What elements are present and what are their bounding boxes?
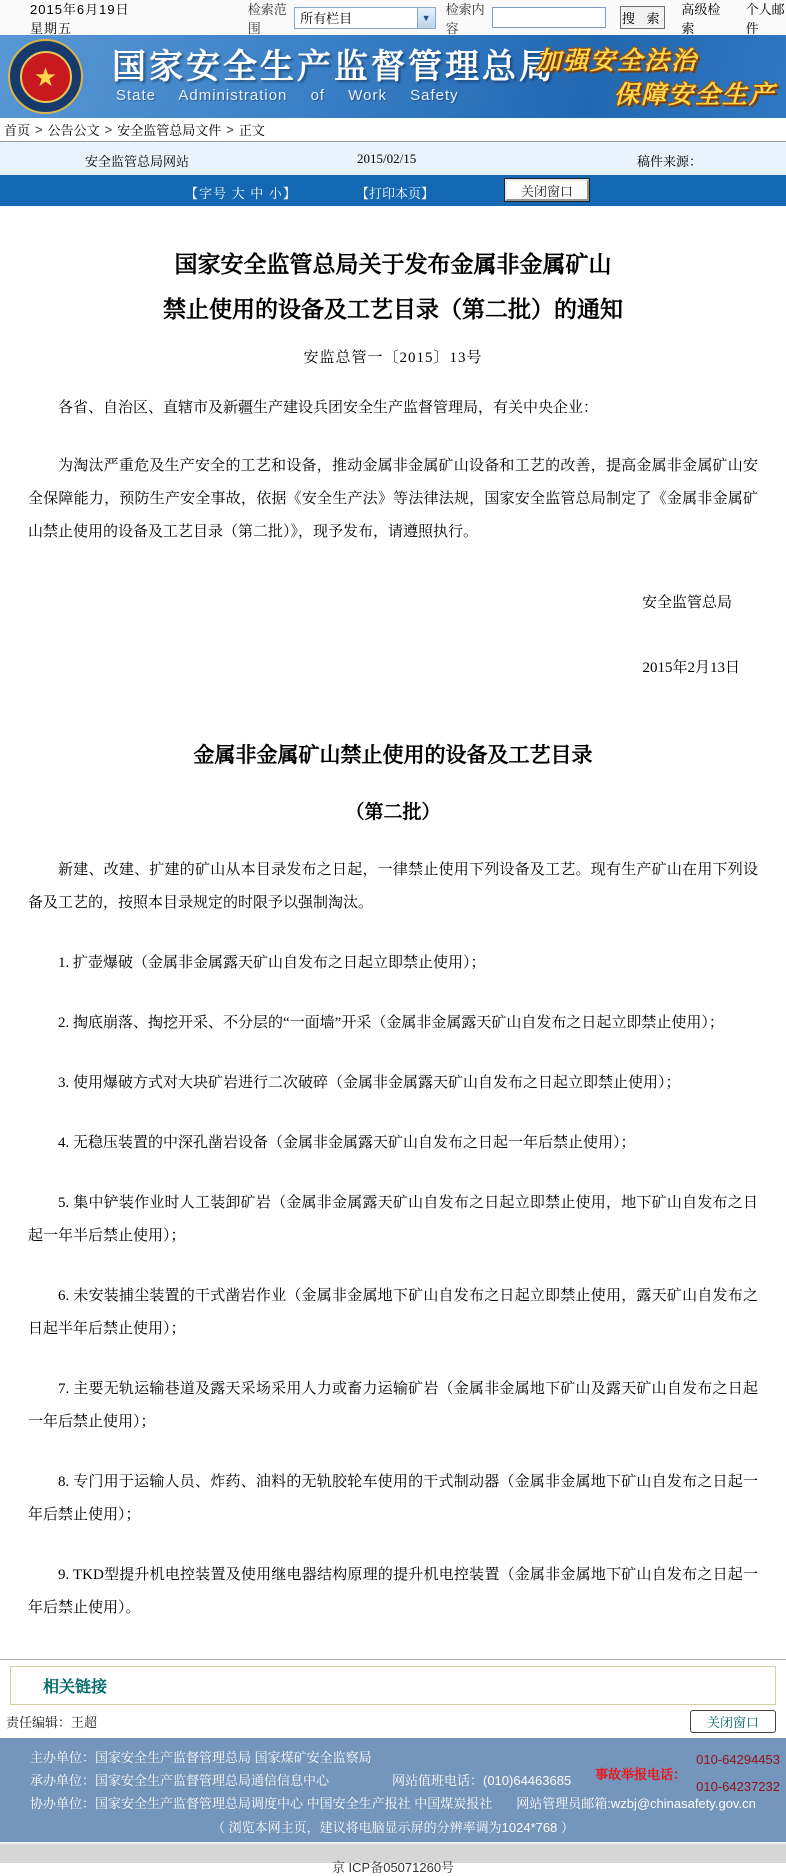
site-title-english: State Administration of Work Safety: [116, 87, 459, 104]
catalog-item-4: 4. 无稳压装置的中深孔凿岩设备（金属非金属露天矿山自发布之日起一年后禁止使用）；: [58, 1135, 636, 1151]
catalog-title-line1: 金属非金属矿山禁止使用的设备及工艺目录: [193, 743, 593, 767]
close-window-button-bottom[interactable]: 关闭窗口: [690, 1710, 776, 1733]
breadcrumb: [0, 118, 786, 142]
close-window-button-top[interactable]: 关闭窗口: [505, 179, 589, 201]
coorganizer-units: 协办单位：国家安全生产监督管理总局调度中心 中国安全生产报社 中国煤炭报社: [30, 1796, 493, 1811]
site-banner: [0, 35, 786, 118]
search-scope-value: 所有栏目: [300, 11, 353, 26]
icp-strip: [0, 1842, 786, 1875]
catalog-item-1: 1. 扩壶爆破（金属非金属露天矿山自发布之日起立即禁止使用）；: [58, 955, 486, 971]
catalog-item-3: 3. 使用爆破方式对大块矿岩进行二次破碎（金属非金属露天矿山自发布之日起立即禁止使用）；: [58, 1075, 681, 1091]
accident-report-block: [595, 1746, 780, 1800]
breadcrumb-home[interactable]: 首页: [4, 123, 31, 138]
responsible-editor: 责任编辑：王超: [6, 1715, 98, 1730]
catalog-item-2: 2. 掏底崩落、掏挖开采、不分层的“一面墙”开采（金属非金属露天矿山自发布之日起立即禁止使用）；: [58, 1015, 724, 1031]
slogan-line1: 加强安全法治: [535, 48, 698, 75]
duty-phone: 网站值班电话：(010)64463685: [392, 1773, 572, 1788]
accident-report-phones: [696, 1746, 780, 1800]
webmaster-email[interactable]: 网站管理员邮箱:wzbj@chinasafety.gov.cn: [516, 1796, 756, 1811]
chevron-down-icon: ▼: [417, 8, 435, 28]
font-size-controls[interactable]: 【字号 大 中 小】: [185, 186, 297, 201]
emblem-star-icon: ★: [20, 51, 72, 103]
catalog-intro-paragraph: 新建、改建、扩建的矿山从本目录发布之日起，一律禁止使用下列设备及工艺。现有生产矿山在用下列设备及工艺的，按照本目录规定的时限予以强制淘汰。: [28, 862, 758, 911]
catalog-item-6: 6. 未安装捕尘装置的干式凿岩作业（金属非金属地下矿山自发布之日起立即禁止使用，露天矿山自发布之日起半年后禁止使用）；: [28, 1288, 758, 1337]
bottom-section: [0, 1659, 786, 1738]
article-content: [0, 206, 786, 1625]
catalog-item-9: 9. TKD型提升机电控装置及使用继电器结构原理的提升机电控装置（金属非金属地下矿山自发布之日起一年后禁止使用）。: [28, 1567, 758, 1616]
signature-org: 安全监管总局: [641, 595, 732, 611]
site-footer: [0, 1738, 786, 1842]
breadcrumb-separator: >: [104, 122, 113, 137]
breadcrumb-saws-documents[interactable]: 安全监管总局文件: [117, 123, 222, 138]
article-toolbar: [0, 175, 786, 206]
undertaker-unit: 承办单位：国家安全生产监督管理总局通信信息中心: [30, 1773, 330, 1788]
breadcrumb-notices[interactable]: 公告公文: [47, 123, 100, 138]
search-button[interactable]: 搜 索: [620, 6, 665, 29]
salutation-paragraph: 各省、自治区、直辖市及新疆生产建设兵团安全生产监督管理局，有关中央企业：: [58, 400, 599, 416]
manuscript-source-label: 稿件来源：: [637, 154, 703, 169]
related-links-box: [10, 1666, 776, 1705]
current-date: 2015年6月19日星期五: [30, 1, 130, 36]
search-input[interactable]: [492, 7, 606, 28]
search-scope-select[interactable]: [294, 7, 436, 29]
advanced-search-link[interactable]: 高级检索: [681, 1, 721, 36]
search-content-label: 检索内容: [445, 1, 485, 36]
article-meta-row: [0, 142, 786, 175]
top-utility-bar: [0, 0, 786, 35]
icp-number: 京 ICP备05071260号: [331, 1860, 455, 1875]
accident-report-label: 事故举报电话：: [595, 1766, 687, 1782]
personal-mail-link[interactable]: 个人邮件: [745, 1, 785, 36]
article-title-line2: 禁止使用的设备及工艺目录（第二批）的通知: [163, 297, 623, 322]
editor-row: [0, 1705, 786, 1738]
catalog-item-8: 8. 专门用于运输人员、炸药、油料的无轨胶轮车使用的干式制动器（金属非金属地下矿山自发布之日起一年后禁止使用）；: [28, 1474, 758, 1523]
search-scope-label: 检索范围: [247, 1, 287, 36]
breadcrumb-separator: >: [35, 122, 43, 137]
site-title: 国家安全生产监督管理总局: [112, 48, 556, 86]
accident-report-phone-1: 010-64294453: [696, 1752, 780, 1767]
slogan-line2: 保障安全生产: [613, 82, 776, 109]
publish-date: 2015/02/15: [357, 151, 417, 166]
document-number: 安监总管一〔2015〕13号: [303, 350, 483, 366]
national-emblem-logo: [8, 39, 83, 114]
article-title-line1: 国家安全监管总局关于发布金属非金属矿山: [174, 252, 612, 277]
catalog-item-7: 7. 主要无轨运输巷道及露天采场采用人力或畜力运输矿岩（金属非金属地下矿山及露天矿山自发布之日起一年后禁止使用）；: [28, 1381, 758, 1430]
breadcrumb-separator: >: [226, 122, 234, 137]
signature-date: 2015年2月13日: [642, 660, 740, 676]
source-site: 安全监管总局网站: [85, 154, 190, 169]
resolution-notice: （ 浏览本网主页，建议将电脑显示屏的分辨率调为1024*768 ）: [212, 1820, 574, 1835]
body-paragraph-1: 为淘汰严重危及生产安全的工艺和设备，推动金属非金属矿山设备和工艺的改善，提高金属非金属矿山安全保障能力，预防生产安全事故，依据《安全生产法》等法律法规，国家安全监管总局制定了《金属非金属矿山禁止使用的设备及工艺目录（第二批）》，现予发布，请遵照执行。: [28, 458, 758, 540]
print-page-button[interactable]: 【打印本页】: [356, 186, 435, 201]
accident-report-phone-2: 010-64237232: [696, 1779, 780, 1794]
related-links-title: 相关链接: [43, 1679, 108, 1696]
sponsor-units: 主办单位：国家安全生产监督管理总局 国家煤矿安全监察局: [30, 1750, 372, 1765]
breadcrumb-current-article: 正文: [238, 123, 265, 138]
catalog-item-5: 5. 集中铲装作业时人工装卸矿岩（金属非金属露天矿山自发布之日起立即禁止使用，地下矿山自发布之日起一年半后禁止使用）；: [28, 1195, 758, 1244]
catalog-title-line2: （第二批）: [345, 802, 441, 823]
